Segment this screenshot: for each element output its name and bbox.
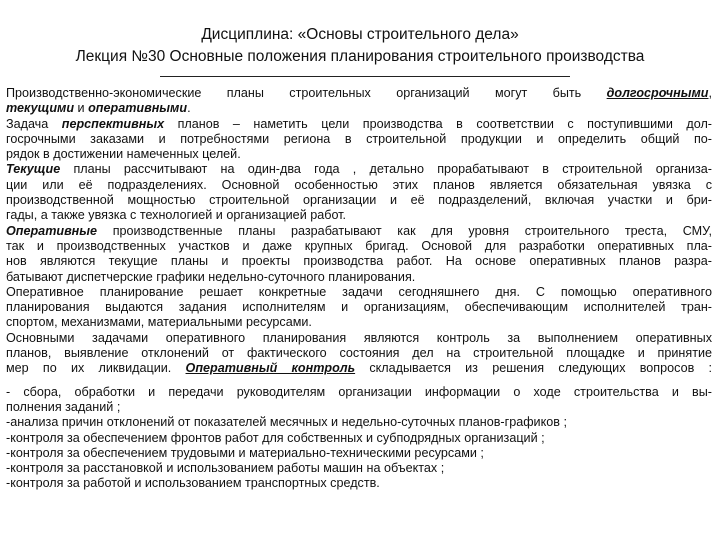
term-operative-heading: Оперативные [6, 223, 98, 238]
title-rule [160, 76, 570, 77]
text-line: так и производственных участков и даже крупных бригад. Основой для разработки оперативных пла- [6, 238, 712, 253]
text-line: планирования выдаются задания исполнителям и организациям, обеспечивающим исполнителей тран- [6, 300, 712, 315]
text-line: текущими и оперативными. [6, 101, 191, 116]
text-line: Оперативные производственные планы разрабатывают как для уровня строительного треста, СМУ, [6, 223, 712, 238]
text-line: госрочными заказами и потребностями региона в строительной продукции и определить общий по- [6, 131, 712, 146]
term-current: текущими [6, 101, 75, 116]
text-line: Основными задачами оперативного планирования являются контроль за выполнением оперативных [6, 330, 712, 345]
list-item: -контроля за расстановкой и использованием работы машин на объектах ; [6, 461, 445, 476]
list-item: -анализа причин отклонений от показателей месячных и недельно-суточных планов-графиков ; [6, 415, 567, 430]
text-line: производственной мощностью строительной организации и её подразделений, включая участки и бри- [6, 193, 712, 208]
term-long-term: долгосрочными [606, 86, 709, 100]
text-line: нов являются текущие планы и проекты производства работ. На основе оперативных планов разра- [6, 254, 712, 269]
text-line: Производственно-экономические планы строительных организаций могут быть долгосрочными, [6, 86, 712, 100]
text-line: Текущие планы рассчитывают на один-два года , детально прорабатывают в строительной организа- [6, 162, 712, 177]
term-perspective: перспективных [61, 116, 165, 131]
document-body [6, 86, 712, 492]
lecture-title: Лекция №30 Основные положения планирования строительного производства [75, 48, 645, 65]
text-line: батывают диспетчерские графики недельно-суточного планирования. [6, 269, 416, 284]
text-line: планов, выявление отклонений от фактического состояния дел на строительной площадке и принятие [6, 346, 712, 361]
list-item: - сбора, обработки и передачи руководителям организации информации о ходе строительства и вы- [6, 384, 712, 399]
term-operative: оперативными [88, 101, 188, 116]
list-item: -контроля за обеспечением трудовыми и материально-техническими ресурсами ; [6, 445, 484, 460]
list-item: -контроля за обеспечением фронтов работ для собственных и субподрядных организаций ; [6, 430, 545, 445]
text-line: гады, а также увязка с технологией и организацией работ. [6, 208, 347, 223]
term-current-heading: Текущие [6, 162, 61, 177]
text-line: мер по их ликвидации. Оперативный контроль складывается из решения следующих вопросов : [6, 361, 712, 376]
text-line: ции или её подразделениях. Основной особенностью этих планов является обязательная увязка с [6, 177, 712, 192]
list-item: -контроля за работой и использованием транспортных средств. [6, 476, 380, 491]
text-line: Оперативное планирование решает конкретные задачи сегодняшнего дня. С помощью оперативного [6, 284, 712, 299]
text-line: Задача перспективных планов – наметить цели производства в соответствии с поступившими дол- [6, 116, 712, 131]
text-line: рядок в достижении намеченных целей. [6, 147, 241, 162]
list-item: полнения заданий ; [6, 399, 121, 414]
text-line: спортом, механизмами, материальными ресурсами. [6, 315, 312, 330]
discipline-title: Дисциплина: «Основы строительного дела» [201, 26, 519, 43]
term-operative-control: Оперативный контроль [185, 361, 356, 376]
